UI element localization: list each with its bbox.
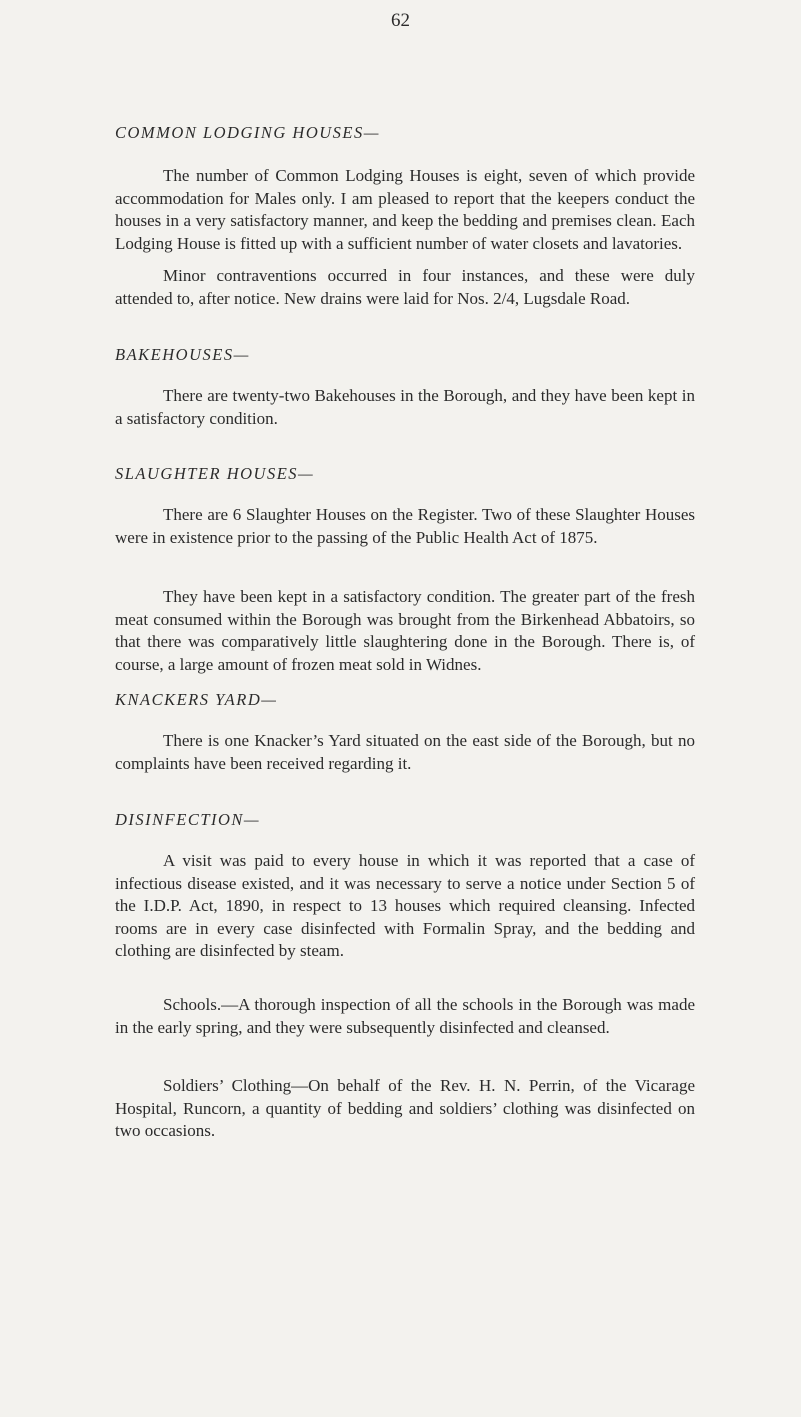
heading-slaughter-houses: SLAUGHTER HOUSES— <box>115 464 315 483</box>
paragraph-slaughter-register: There are 6 Slaughter Houses on the Register. Two of these Slaughter Houses were in existence prior to the passing of the Public Health Act of 1875. <box>115 505 695 547</box>
paragraph-lodging-houses: The number of Common Lodging Houses is eight, seven of which provide accommodation for Males only. I am pleased to report that the keepers conduct the houses in a very satisfactory manner, and keep the bedding and premises clean. Each Lodging House is fitted up with a sufficient number of water closets and lavatories. <box>115 166 695 253</box>
paragraph-knackers-yard: There is one Knacker’s Yard situated on the east side of the Borough, but no complaints have been received regarding it. <box>115 731 695 773</box>
page-number: 62 <box>391 10 410 31</box>
paragraph-schools: Schools.—A thorough inspection of all the schools in the Borough was made in the early spring, and they were subsequently disinfected and cleansed. <box>115 995 695 1037</box>
paragraph-disinfection: A visit was paid to every house in which it was reported that a case of infectious disease existed, and it was necessary to serve a notice under Section 5 of the I.D.P. Act, 1890, in respect to 13 houses which required cleansing. Infected rooms are in every case disinfected with Formalin Spray, and the bedding and clothing are disinfected by steam. <box>115 851 695 960</box>
heading-common-lodging-houses: COMMON LODGING HOUSES— <box>115 123 380 142</box>
heading-bakehouses: BAKEHOUSES— <box>115 345 250 364</box>
paragraph-soldiers-clothing: Soldiers’ Clothing—On behalf of the Rev. H. N. Perrin, of the Vicarage Hospital, Runcorn, a quantity of bedding and soldiers’ clothing was disinfected on two occasions. <box>115 1076 695 1140</box>
heading-knackers-yard: KNACKERS YARD— <box>115 690 278 709</box>
heading-disinfection: DISINFECTION— <box>115 810 261 829</box>
paragraph-minor-contraventions: Minor contraventions occurred in four instances, and these were duly attended to, after notice. New drains were laid for Nos. 2/4, Lugsdale Road. <box>115 266 695 308</box>
paragraph-bakehouses: There are twenty-two Bakehouses in the Borough, and they have been kept in a satisfactory condition. <box>115 386 695 428</box>
paragraph-slaughter-condition: They have been kept in a satisfactory condition. The greater part of the fresh meat consumed within the Borough was brought from the Birkenhead Abbatoirs, so that there was comparatively little slaughtering done in the Borough. There is, of course, a large amount of frozen meat sold in Widnes. <box>115 587 695 674</box>
